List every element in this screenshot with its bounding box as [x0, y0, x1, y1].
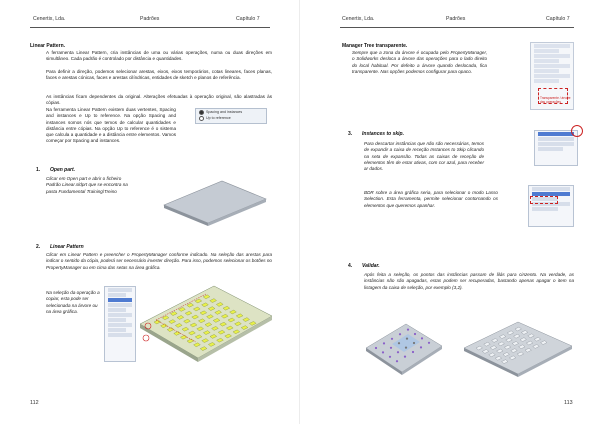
tree-row[interactable] [108, 328, 126, 332]
pattern-type-radio-panel [195, 108, 267, 124]
skip-box-row[interactable] [538, 142, 574, 146]
tree-row [534, 44, 570, 48]
instance-point [396, 360, 398, 362]
tree-row [534, 54, 570, 58]
instance-point [414, 333, 416, 335]
manager-tree-text: Sempre que a zona da árvore é ocupada pelo PropertyManager, o Solidworks desloca a árvore das operações para o lado direito do local habitual. Por defeito a árvore quando deslocada, fica transparente. Nas opções podemos configurar para opaco. [352, 50, 487, 74]
step-4-title: 4. Validar. [348, 263, 380, 269]
skip-box-row[interactable] [538, 132, 574, 136]
header-rule [340, 27, 574, 28]
tree-annotation: Transparente / árvore das operações [540, 96, 571, 104]
step-2-selection-text: Na seleção da operação a copiar, esta pode ser selecionada na árvore ou na área gráfica. [46, 290, 100, 314]
header-company: Cenertix, Lda. [33, 16, 66, 22]
tree-row[interactable] [108, 333, 132, 337]
step-3-title: 3. Instances to skip. [348, 131, 404, 137]
step-1-text: Clicar em Open part e abrir o ficheiro Padrão Linear.sldprt que se encontra na pasta Fundamental Training\Treino [46, 176, 128, 194]
instance-point [382, 351, 384, 353]
tree-row[interactable] [108, 293, 126, 297]
validated-pattern-figure [460, 318, 576, 380]
tree-row[interactable] [108, 303, 132, 307]
lasso-selection-text: BDR sobre a área gráfica seria, para selecionar o modo Lasso Selection. Esta ferramenta, permite selecionar contornando os elementos que queremos apanhar. [364, 190, 498, 208]
instance-point [404, 356, 406, 358]
tree-row-selected[interactable] [108, 298, 132, 302]
header-company: Cenertix, Lda. [342, 16, 375, 22]
instance-point [421, 337, 423, 339]
context-menu-figure [528, 185, 574, 227]
step-2-text: Clicar em Linear Pattern e preencher o PropertyManager conforme indicado. Na seleção das arestas para indicar o sentido da cópia, poderá ser necessário inverter direção. Para isso, podemos selecionar os botões no PropertyManager ou em cima das setas na área gráfica. [46, 252, 272, 270]
instance-point [420, 346, 422, 348]
step-4-text: Após feita a seleção, os pontos das instâncias passam de lilás para cinzento. Na verdade, as instâncias não são apagadas, estas podem ser recuperadas, bastando apenas apagar o item na listagem da caixa de seleção, por exemplo (3,2). [364, 272, 574, 290]
instance-point [375, 347, 377, 349]
tree-row[interactable] [108, 308, 126, 312]
radio-up-to-reference[interactable]: Up to reference [196, 115, 266, 121]
tree-row [534, 69, 559, 73]
intro-paragraph: A ferramenta Linear Pattern, cria instâncias de uma ou várias operações, numa ou duas direções em simultâneo. Cada padrão é controlado por distância e quantidades. [46, 50, 272, 62]
step-2-title: 2. Linear Pattern [36, 244, 84, 250]
header-rule [30, 27, 270, 28]
skip-box-row[interactable] [538, 147, 563, 151]
instance-point [405, 347, 407, 349]
instance-point [412, 351, 414, 353]
page-number-left: 112 [30, 400, 39, 406]
menu-row [532, 207, 558, 211]
instance-point [391, 338, 393, 340]
manager-tree-title: Manager Tree transparente. [342, 43, 408, 49]
header-chapter: Capítulo 7 [236, 16, 260, 22]
linear-pattern-title: Linear Pattern. [30, 43, 66, 49]
tree-row[interactable] [108, 288, 132, 292]
direction-paragraph: Para definir a direção, podemos selecionar arestas, eixos, eixos temporários, cotas lineares, faces planas, faces e arestas cónicas, faces e arestas cilíndricas, entidades de sketch e planos de referência. [46, 69, 272, 81]
tree-row [534, 79, 559, 83]
instance-point [397, 351, 399, 353]
plate-part-figure [158, 175, 270, 227]
lasso-highlight [530, 196, 558, 204]
header-section: Padrões [446, 16, 466, 22]
dependency-paragraph: As instâncias ficam dependentes da original. Alterações efetuadas à operação original, são alastradas às cópias. [46, 94, 272, 106]
radio-spacing-instances[interactable]: Spacing and instances [196, 109, 266, 115]
step-3-text: Para descartar instâncias que não são necessárias, temos de expandir a caixa de receção Instances to Skip clicando na seta de expansão. Todas as caixas de receção de elementos têm de estar ativas, com cor azul, para receber ar dados. [364, 141, 484, 172]
instance-point [390, 347, 392, 349]
instance-point [389, 356, 391, 358]
instance-point [399, 333, 401, 335]
page-number-right: 113 [564, 400, 573, 406]
instance-point [413, 342, 415, 344]
step-1-title: 1. Open part. [36, 167, 76, 173]
instance-point [398, 342, 400, 344]
radio-unselected-icon [199, 116, 204, 121]
tree-row [534, 49, 559, 53]
header-chapter: Capítulo 7 [546, 16, 570, 22]
expand-arrow-highlight[interactable] [570, 124, 584, 138]
instance-point [428, 342, 430, 344]
feature-tree-panel[interactable] [104, 286, 136, 362]
instance-point [407, 329, 409, 331]
skip-box-row[interactable] [538, 137, 574, 141]
radio-selected-icon [199, 110, 204, 115]
tree-row [534, 64, 570, 68]
instance-point [383, 342, 385, 344]
tree-row[interactable] [108, 323, 132, 327]
tree-row[interactable] [108, 313, 132, 317]
tree-row [534, 74, 570, 78]
header-section: Padrões [140, 16, 160, 22]
instance-point [406, 338, 408, 340]
selection-in-progress-figure [362, 318, 446, 380]
linear-pattern-preview [136, 280, 276, 374]
menu-row [532, 187, 570, 191]
tree-row [534, 59, 559, 63]
variants-paragraph: Na ferramenta Linear Pattern existem duas vertentes, Spacing and instances e Up to reference. Na opção Spacing and instances somos nós que temos de calcular quantidades e distância entre cópias. Na opção Up to reference é o sistema que calcula a quantidade e a distância entre elementos. Vamos começar por Spacing and instances. [46, 107, 176, 144]
tree-row[interactable] [108, 318, 126, 322]
right-page [300, 0, 600, 424]
